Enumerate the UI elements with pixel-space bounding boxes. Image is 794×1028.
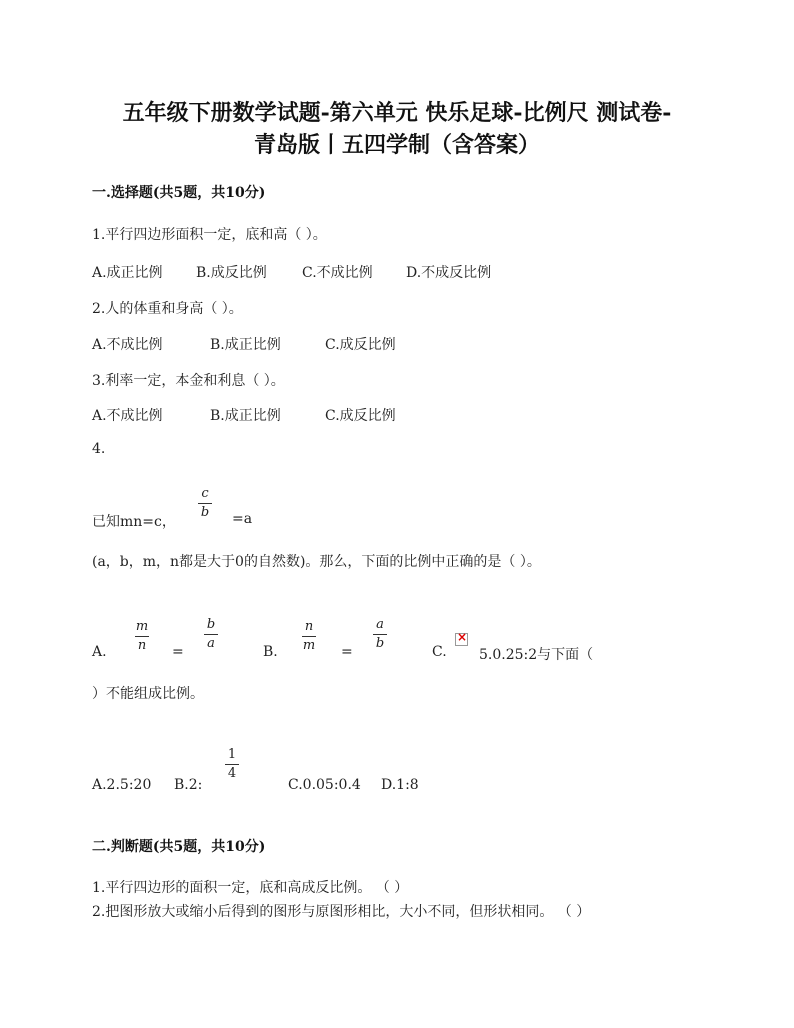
question-2-option-a: A.不成比例 (92, 337, 163, 353)
broken-image-icon (455, 633, 468, 646)
option-a-right-denominator: a (207, 636, 215, 651)
option-b-left-fraction (302, 619, 316, 654)
option-a-left-fraction (135, 619, 149, 654)
option-a-left-denominator: n (137, 638, 147, 653)
question-5-option-b: B.2: (174, 777, 203, 793)
page-title-line1: 五年级下册数学试题-第六单元 快乐足球-比例尺 测试卷- (122, 100, 672, 126)
question-3-stem: 3.利率一定，本金和利息（ ）。 (92, 373, 285, 389)
question-2-stem: 2.人的体重和身高（ ）。 (92, 301, 243, 317)
given-fraction-denominator: b (200, 505, 210, 520)
option-a-right-numerator: b (206, 617, 216, 632)
question-4-condition: (a，b，m，n都是大于0的自然数)。那么，下面的比例中正确的是（ ）。 (92, 554, 541, 570)
q5-option-b-numerator: 1 (227, 747, 237, 762)
option-a-left-numerator: m (135, 619, 149, 634)
question-4-option-a-label: A. (92, 644, 107, 660)
page-title-line2: 青岛版丨五四学制（含答案） (253, 132, 540, 158)
section-heading-choice: 一.选择题(共5题，共10分) (92, 185, 266, 201)
question-2-option-b: B.成正比例 (210, 337, 281, 353)
option-b-left-denominator: m (302, 638, 316, 653)
option-b-equals: = (341, 644, 353, 660)
question-4-number: 4. (92, 441, 106, 457)
question-4-option-b-label: B. (263, 644, 278, 660)
question-3-option-b: B.成正比例 (210, 408, 281, 424)
option-b-right-fraction (373, 617, 387, 652)
q5-option-b-fraction (225, 747, 239, 782)
question-1-option-d: D.不成反比例 (406, 265, 492, 281)
question-1-stem: 1.平行四边形面积一定，底和高（ ）。 (92, 227, 327, 243)
question-4-option-c-label: C. (432, 644, 447, 660)
q5-option-b-denominator: 4 (227, 766, 237, 781)
given-fraction-numerator: c (201, 486, 209, 501)
judgement-1: 1.平行四边形的面积一定，底和高成反比例。 （ ） (92, 880, 409, 896)
given-prefix: 已知mn=c， (92, 514, 176, 530)
question-2-option-c: C.成反比例 (325, 337, 396, 353)
option-a-right-fraction (204, 617, 218, 652)
question-1-option-a: A.成正比例 (92, 265, 163, 281)
option-b-right-denominator: b (375, 636, 385, 651)
question-1-option-c: C.不成比例 (302, 265, 373, 281)
question-1-option-b: B.成反比例 (196, 265, 267, 281)
question-5-option-d: D.1:8 (381, 777, 419, 793)
question-5-stem-part1: 5.0.25:2与下面（ (479, 647, 594, 663)
section-heading-judgement: 二.判断题(共5题，共10分) (92, 839, 266, 855)
given-suffix: =a (232, 511, 253, 527)
question-3-option-c: C.成反比例 (325, 408, 396, 424)
question-5-option-c: C.0.05:0.4 (288, 777, 361, 793)
question-5-stem-part2: ）不能组成比例。 (92, 686, 204, 702)
given-fraction (198, 486, 212, 521)
option-b-left-numerator: n (304, 619, 314, 634)
option-b-right-numerator: a (376, 617, 384, 632)
judgement-2: 2.把图形放大或缩小后得到的图形与原图形相比，大小不同，但形状相同。 （ ） (92, 904, 591, 920)
option-a-equals: = (172, 644, 184, 660)
question-3-option-a: A.不成比例 (92, 408, 163, 424)
question-5-option-a: A.2.5:20 (92, 777, 152, 793)
